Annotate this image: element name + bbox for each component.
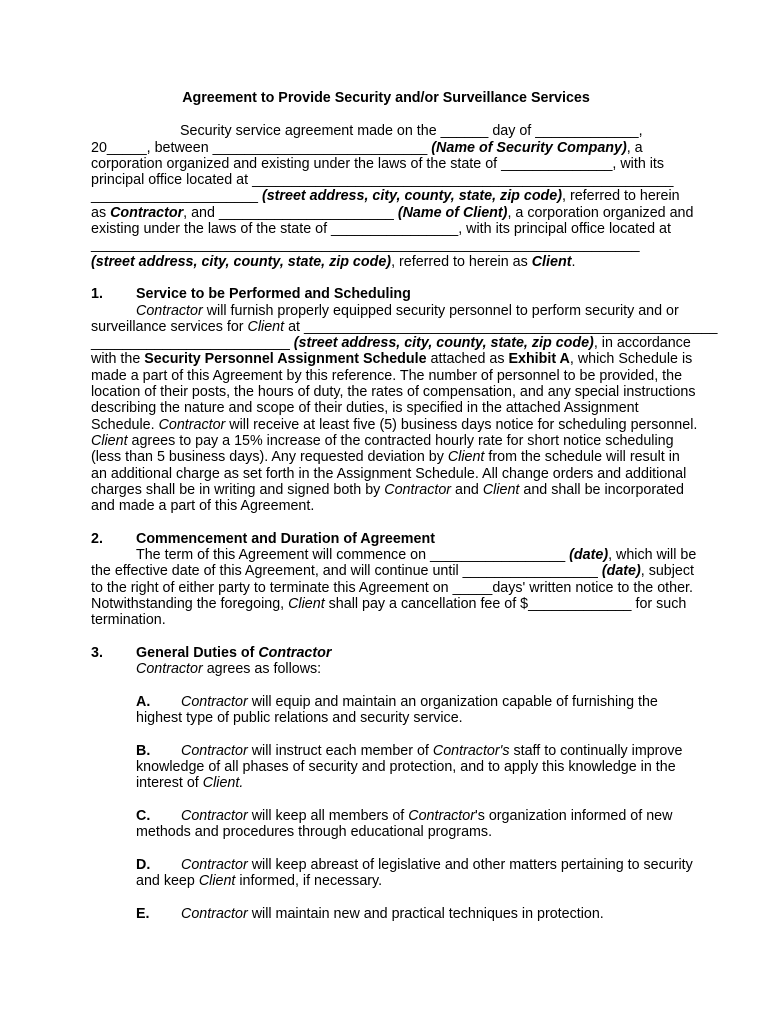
duty-c: C. Contractor will keep all members of Contractor's organization informed of new methods and procedures through educational programs. [136, 807, 673, 841]
document-page [91, 90, 718, 922]
intro-line-3: corporation organized and existing under the laws of the state of ______________, with its [91, 155, 665, 172]
intro-line-6: as Contractor, and ______________________ (Name of Client), a corporation organized and [91, 204, 694, 221]
section-2-heading: 2. Commencement and Duration of Agreement [91, 530, 435, 547]
section-3: 3. General Duties of Contractor Contractor agrees as follows: A. Contractor will equip and maintain an organization capable of furnishing the highest type of public relations and security service. B. Contractor will instruct each member of Contractor's staff to continually improve knowledge of all phases of security and protection, and to apply this knowledge in the interest of Client. C. Contractor will keep all members of Contractor's organization informed of new methods and procedures through educational programs. D. Contractor will keep abreast of legislative and other matters pertaining to security and keep Client informed, if necessary. E. Contractor will maintain new and practical techniques in protection. [91, 644, 693, 922]
duty-d: D. Contractor will keep abreast of legislative and other matters pertaining to security and keep Client informed, if necessary. [136, 856, 693, 889]
intro-line-4: principal office located at _____________________________________________________ [91, 172, 674, 189]
intro-line-9: (street address, city, county, state, zip code), referred to herein as Client. [91, 253, 576, 270]
intro-line-7: existing under the laws of the state of ________________, with its principal office located at [91, 221, 671, 238]
section-1-heading: 1. Service to be Performed and Scheduling [91, 286, 411, 303]
document-title: Agreement to Provide Security and/or Surveillance Services [182, 90, 590, 106]
intro-paragraph [91, 123, 694, 270]
duty-a: A. Contractor will equip and maintain an organization capable of furnishing the highest type of public relations and security service. [136, 693, 658, 726]
intro-line-8: _____________________________________________________________________ [91, 237, 640, 254]
section-3-heading: 3. General Duties of Contractor [91, 644, 332, 661]
intro-line-2: 20_____, between ___________________________ (Name of Security Company), a [91, 139, 643, 156]
intro-line-5: _____________________ (street address, city, county, state, zip code), referred to herein [91, 188, 680, 205]
intro-line-1: Security service agreement made on the ______ day of _____________, [180, 123, 643, 140]
section-1: 1. Service to be Performed and Scheduling Contractor will furnish properly equipped security personnel to perform security and or surveillance services for Client at ____________________________________________________ _________________________ (street address, city, county, state, zip code), in accordance with the Security Personnel Assignment Schedule attached as Exhibit A, which Schedule is made a part of this Agreement by this reference. The number of personnel to be provided, the location of their posts, the hours of duty, the rates of compensation, and any special instructions describing the nature and scope of their duties, is specified in the attached Assignment Schedule. Contractor will receive at least five (5) business days notice for scheduling personnel. Client agrees to pay a 15% increase of the contracted hourly rate for short notice scheduling (less than 5 business days). Any requested deviation by Client from the schedule will result in an additional charge as set forth in the Assignment Schedule. All change orders and additional charges shall be in writing and signed both by Contractor and Client and shall be incorporated and made a part of this Agreement. [91, 286, 718, 515]
duty-e: E. Contractor will maintain new and practical techniques in protection. [136, 905, 604, 922]
duty-b: B. Contractor will instruct each member of Contractor's staff to continually improve knowledge of all phases of security and protection, and to apply this knowledge in the interest of Client. [136, 742, 683, 792]
section-2: 2. Commencement and Duration of Agreement The term of this Agreement will commence on _________________ (date), which will be the effective date of this Agreement, and will continue until _________________ (date), subject to the right of either party to terminate this Agreement on _____days' written notice to the other. Notwithstanding the foregoing, Client shall pay a cancellation fee of $_____________ for such termination. [91, 530, 697, 629]
